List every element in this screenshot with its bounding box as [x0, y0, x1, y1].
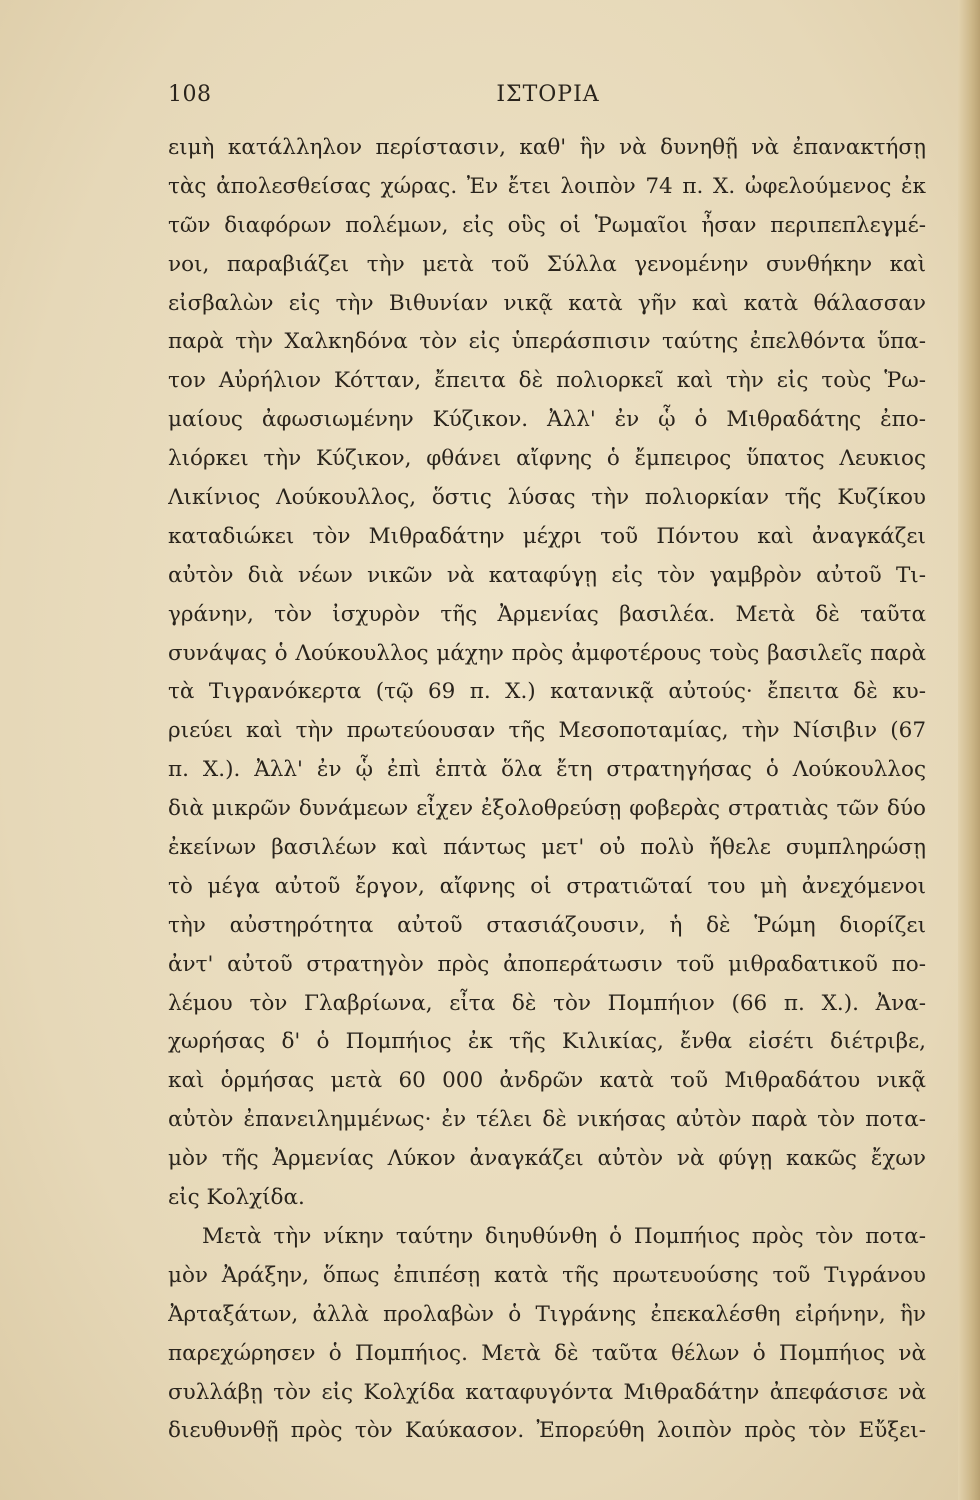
- page-edge-shadow: [958, 0, 980, 1500]
- page-header: [168, 82, 928, 112]
- text-line: ἀντ' αὐτοῦ στρατηγὸν πρὸς ἀποπεράτωσιν τοῦ μιθραδατικοῦ πο-: [168, 951, 926, 977]
- text-line: εἰς Κολχίδα.: [168, 1185, 305, 1211]
- text-line: τὸ μέγα αὐτοῦ ἔργον, αἴφνης οἱ στρατιῶταί του μὴ ἀνεχόμενοι: [168, 873, 926, 899]
- text-line: Μετὰ τὴν νίκην ταύτην διηυθύνθη ὁ Πομπήιος πρὸς τὸν ποτα-: [202, 1223, 926, 1249]
- text-line: λέμου τὸν Γλαβρίωνα, εἶτα δὲ τὸν Πομπήιον (66 π. Χ.). Ἀνα-: [168, 990, 926, 1016]
- text-line: μαίους ἀφωσιωμένην Κύζικον. Ἀλλ' ἐν ᾧ ὁ Μιθραδάτης ἐπο-: [168, 407, 926, 433]
- running-title: ΙΣΤΟΡΙΑ: [496, 82, 600, 107]
- text-line: μὸν Ἀράξην, ὅπως ἐπιπέσῃ κατὰ τῆς πρωτευούσης τοῦ Τιγράνου: [168, 1262, 926, 1288]
- text-line: καὶ ὁρμήσας μετὰ 60 000 ἀνδρῶν κατὰ τοῦ Μιθραδάτου νικᾷ: [168, 1068, 926, 1094]
- page-number: 108: [168, 82, 212, 107]
- text-line: ἐκείνων βασιλέων καὶ πάντως μετ' οὐ πολὺ ἤθελε συμπληρώσῃ: [168, 835, 926, 861]
- text-line: αὐτὸν διὰ νέων νικῶν νὰ καταφύγῃ εἰς τὸν γαμβρὸν αὐτοῦ Τι-: [168, 562, 926, 588]
- text-line: π. Χ.). Ἀλλ' ἐν ᾧ ἐπὶ ἑπτὰ ὅλα ἔτη στρατηγήσας ὁ Λούκουλλος: [168, 757, 926, 783]
- text-line: Ἀρταξάτων, ἀλλὰ προλαβὼν ὁ Τιγράνης ἐπεκαλέσθη εἰρήνην, ἣν: [168, 1301, 926, 1327]
- text-line: λιόρκει τὴν Κύζικον, φθάνει αἴφνης ὁ ἔμπειρος ὕπατος Λευκιος: [168, 446, 926, 472]
- text-line: μὸν τῆς Ἀρμενίας Λύκον ἀναγκάζει αὐτὸν νὰ φύγῃ κακῶς ἔχων: [168, 1146, 926, 1172]
- text-line: νοι, παραβιάζει τὴν μετὰ τοῦ Σύλλα γενομένην συνθήκην καὶ: [168, 251, 926, 277]
- text-line: διὰ μικρῶν δυνάμεων εἶχεν ἐξολοθρεύσῃ φοβερὰς στρατιὰς τῶν δύο: [168, 796, 926, 822]
- text-line: παρεχώρησεν ὁ Πομπήιος. Μετὰ δὲ ταῦτα θέλων ὁ Πομπήιος νὰ: [168, 1340, 926, 1366]
- text-line: τὴν αὐστηρότητα αὐτοῦ στασιάζουσιν, ἡ δὲ Ῥώμη διορίζει: [168, 912, 926, 938]
- text-line: διευθυνθῇ πρὸς τὸν Καύκασον. Ἐπορεύθη λοιπὸν πρὸς τὸν Εὔξει-: [168, 1418, 926, 1444]
- text-line: αὐτὸν ἐπανειλημμένως· ἐν τέλει δὲ νικήσας αὐτὸν παρὰ τὸν ποτα-: [168, 1107, 926, 1133]
- text-line: Λικίνιος Λούκουλλος, ὅστις λύσας τὴν πολιορκίαν τῆς Κυζίκου: [168, 485, 926, 511]
- text-line: παρὰ τὴν Χαλκηδόνα τὸν εἰς ὑπεράσπισιν ταύτης ἐπελθόντα ὕπα-: [168, 329, 926, 355]
- text-line: χωρήσας δ' ὁ Πομπήιος ἐκ τῆς Κιλικίας, ἔνθα εἰσέτι διέτριβε,: [168, 1029, 926, 1055]
- text-line: ειμὴ κατάλληλον περίστασιν, καθ' ἣν νὰ δυνηθῇ νὰ ἐπανακτήσῃ: [168, 135, 926, 160]
- text-line: γράνην, τὸν ἰσχυρὸν τῆς Ἀρμενίας βασιλέα. Μετὰ δὲ ταῦτα: [168, 601, 926, 627]
- text-line: τῶν διαφόρων πολέμων, εἰς οὓς οἱ Ῥωμαῖοι ἦσαν περιπεπλεγμέ-: [168, 212, 926, 238]
- text-line: συλλάβῃ τὸν εἰς Κολχίδα καταφυγόντα Μιθραδάτην ἀπεφάσισε νὰ: [168, 1379, 926, 1405]
- body-text: [168, 129, 926, 1451]
- text-line: τὰ Τιγρανόκερτα (τῷ 69 π. Χ.) κατανικᾷ αὐτούς· ἔπειτα δὲ κυ-: [168, 679, 926, 705]
- text-line: εἰσβαλὼν εἰς τὴν Βιθυνίαν νικᾷ κατὰ γῆν καὶ κατὰ θάλασσαν: [168, 290, 926, 316]
- text-line: τον Αὐρήλιον Κότταν, ἔπειτα δὲ πολιορκεῖ καὶ τὴν εἰς τοὺς Ῥω-: [168, 368, 926, 394]
- text-line: ριεύει καὶ τὴν πρωτεύουσαν τῆς Μεσοποταμίας, τὴν Νίσιβιν (67: [168, 718, 926, 744]
- text-line: καταδιώκει τὸν Μιθραδάτην μέχρι τοῦ Πόντου καὶ ἀναγκάζει: [168, 523, 926, 549]
- text-line: συνάψας ὁ Λούκουλλος μάχην πρὸς ἀμφοτέρους τοὺς βασιλεῖς παρὰ: [168, 640, 926, 666]
- text-line: τὰς ἀπολεσθείσας χώρας. Ἐν ἔτει λοιπὸν 74 π. Χ. ὠφελούμενος ἐκ: [168, 173, 926, 199]
